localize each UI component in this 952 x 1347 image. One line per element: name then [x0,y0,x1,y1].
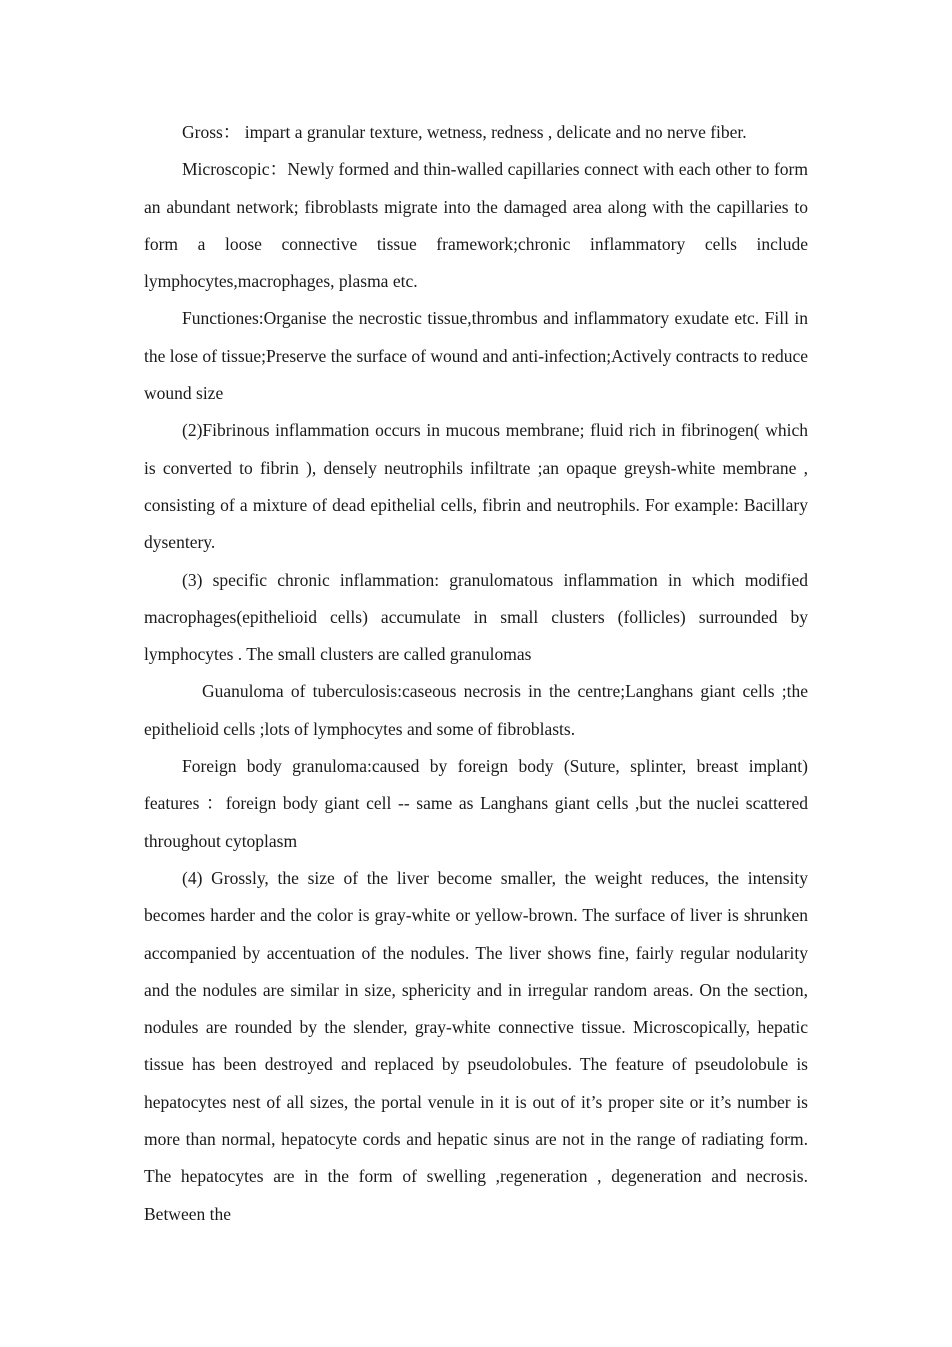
paragraph-liver-cirrhosis: (4) Grossly, the size of the liver become smaller, the weight reduces, the intensity becomes harder and the color is gray-white or yellow-brown. The surface of liver is shrunken accompanied by accentuation of the nodules. The liver shows fine, fairly regular nodularity and the nodules are similar in size, sphericity and in irregular random areas. On the section, nodules are rounded by the slender, gray-white connective tissue. Microscopically, hepatic tissue has been destroyed and replaced by pseudolobules. The feature of pseudolobule is hepatocytes nest of all sizes, the portal venule in it is out of it’s proper site or it’s number is more than normal, hepatocyte cords and hepatic sinus are not in the range of radiating form. The hepatocytes are in the form of swelling ,regeneration , degeneration and necrosis. Between the [144,867,808,1224]
paragraph-fibrinous-inflammation: (2)Fibrinous inflammation occurs in mucous membrane; fluid rich in fibrinogen( which is converted to fibrin ), densely neutrophils infiltrate ;an opaque greysh-white membrane , consisting of a mixture of dead epithelial cells, fibrin and neutrophils. For example: Bacillary dysentery. [144,420,808,553]
paragraph-foreign-body-granuloma: Foreign body granuloma:caused by foreign body (Suture, splinter, breast implant) features ：foreign body giant cell -- same as Langhans giant cells ,but the nuclei scattered throughout cytoplasm [144,756,808,851]
paragraph-functions: Functiones:Organise the necrostic tissue,thrombus and inflammatory exudate etc. Fill in the lose of tissue;Preserve the surface of wound and anti-infection;Actively contracts to reduce wound size [144,308,808,404]
paragraph-specific-chronic-inflammation: (3) specific chronic inflammation: granulomatous inflammation in which modified macrophages(epithelioid cells) accumulate in small clusters (follicles) surrounded by lymphocytes . The small clusters are called granulomas [144,569,808,665]
document-body [144,114,808,1233]
paragraph-microscopic: Microscopic：Newly formed and thin-walled capillaries connect with each other to form an abundant network; fibroblasts migrate into the damaged area along with the capillaries to form a loose connective tissue framework;chronic inflammatory cells include lymphocytes,macrophages, plasma etc. [144,159,808,292]
paragraph-gross: Gross： impart a granular texture, wetness, redness , delicate and no nerve fiber. [182,122,747,142]
paragraph-tuberculosis-granuloma: Guanuloma of tuberculosis:caseous necrosis in the centre;Langhans giant cells ;the epithelioid cells ;lots of lymphocytes and some of fibroblasts. [144,681,808,739]
